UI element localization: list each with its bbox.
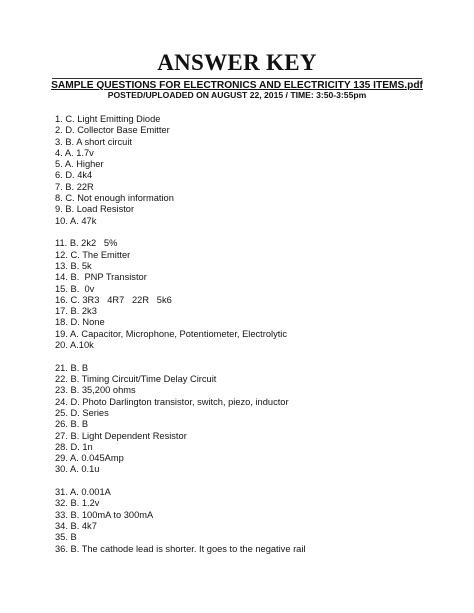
answer-item: 24. D. Photo Darlington transistor, switch, piezo, inductor (55, 396, 289, 407)
answer-item: 31. A. 0.001A (55, 487, 111, 498)
answer-item: 35. B (55, 532, 77, 543)
answer-item: 7. B. 22R (55, 181, 94, 192)
answer-item: 28. D. 1n (55, 441, 93, 452)
answer-item: 32. B. 1.2v (55, 498, 100, 509)
page-title: ANSWER KEY (157, 50, 317, 75)
answer-item: 14. B. PNP Transistor (55, 272, 147, 283)
answer-item: 10. A. 47k (55, 215, 97, 226)
answer-group-3 (55, 363, 455, 476)
answer-item: 25. D. Series (55, 407, 109, 418)
answer-item: 36. B. The cathode lead is shorter. It goes to the negative rail (55, 543, 306, 554)
answer-item: 15. B. 0v (55, 283, 95, 294)
document-subtitle: SAMPLE QUESTIONS FOR ELECTRONICS AND ELECTRICITY 135 ITEMS.pdf (51, 80, 423, 91)
answer-item: 3. B. A short circuit (55, 136, 132, 147)
answer-item: 8. C. Not enough information (55, 193, 174, 204)
answer-list (55, 114, 455, 566)
answer-group-4 (55, 487, 455, 555)
answer-item: 9. B. Load Resistor (55, 204, 135, 215)
answer-item: 4. A. 1.7v (55, 147, 94, 158)
answer-item: 17. B. 2k3 (55, 306, 97, 317)
answer-item: 29. A. 0.045Amp (55, 453, 124, 464)
answer-item: 2. D. Collector Base Emitter (55, 125, 170, 136)
answer-item: 19. A. Capacitor, Microphone, Potentiometer, Electrolytic (55, 328, 288, 339)
answer-item: 20. A.10k (55, 340, 94, 351)
answer-group-2 (55, 238, 455, 351)
answer-item: 23. B. 35,200 ohms (55, 385, 136, 396)
answer-item: 12. C. The Emitter (55, 249, 131, 260)
answer-item: 34. B. 4k7 (55, 520, 97, 531)
answer-item: 11. B. 2k2 5% (55, 238, 118, 249)
answer-item: 16. C. 3R3 4R7 22R 5k6 (55, 294, 172, 305)
answer-item: 13. B. 5k (55, 260, 92, 271)
answer-item: 27. B. Light Dependent Resistor (55, 430, 187, 441)
answer-item: 26. B. B (55, 419, 89, 430)
answer-item: 6. D. 4k4 (55, 170, 93, 181)
answer-item: 1. C. Light Emitting Diode (55, 114, 161, 124)
answer-item: 33. B. 100mA to 300mA (55, 509, 154, 520)
answer-item: 22. B. Timing Circuit/Time Delay Circuit (55, 374, 217, 385)
answer-item: 30. A. 0.1u (55, 464, 100, 475)
answer-item: 18. D. None (55, 317, 105, 328)
posted-date-line: POSTED/UPLOADED ON AUGUST 22, 2015 / TIME: 3:50-3:55pm (107, 90, 367, 100)
answer-group-1 (55, 114, 455, 227)
answer-item: 5. A. Higher (55, 159, 104, 170)
answer-item: 21. B. B (55, 362, 89, 373)
